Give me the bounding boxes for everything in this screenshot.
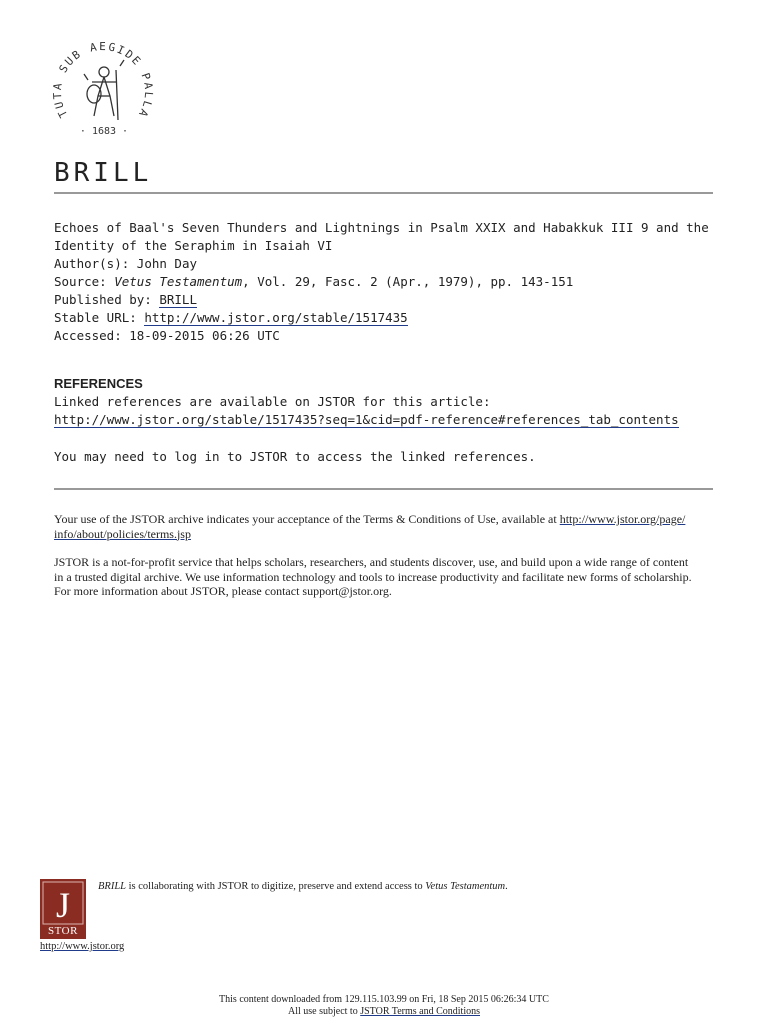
footer-terms-link[interactable]: JSTOR Terms and Conditions (360, 1006, 480, 1017)
collab-publisher: BRILL (98, 881, 127, 892)
authors-value: John Day (136, 256, 198, 271)
publisher-seal-logo (48, 30, 158, 142)
publisher-link[interactable]: BRILL (159, 292, 197, 307)
download-footer (0, 994, 768, 1018)
terms-link-part-1[interactable]: http://www.jstor.org/page/ (559, 512, 686, 526)
jstor-logo-letter: J (55, 885, 71, 925)
stable-url-row (54, 309, 714, 327)
footer-download-info: This content downloaded from 129.115.103.99 on Fri, 18 Sep 2015 06:26:34 UTC (219, 994, 549, 1005)
references-block (54, 393, 714, 429)
jstor-about (54, 555, 714, 599)
source-label: Source: (54, 274, 115, 289)
about-line-3: For more information about JSTOR, please contact support@jstor.org. (54, 584, 392, 598)
seal-motto: TUTA SUB AEGIDE PALLA (50, 39, 156, 121)
footer-terms-prefix: All use subject to (288, 1006, 361, 1017)
about-line-2: in a trusted digital archive. We use information technology and tools to increase productivity and facilitate new forms of scholarship. (54, 569, 692, 584)
authors-label: Author(s): (54, 256, 137, 271)
published-by-row (54, 291, 714, 309)
article-metadata (54, 219, 714, 345)
stable-url-label: Stable URL: (54, 310, 145, 325)
terms-notice (54, 512, 714, 541)
references-heading: REFERENCES (54, 376, 143, 391)
publisher-wordmark: BRILL (54, 158, 153, 188)
references-intro: Linked references are available on JSTOR for this article: (54, 394, 491, 409)
stable-url-link[interactable]: http://www.jstor.org/stable/1517435 (144, 310, 408, 325)
svg-text:TUTA SUB AEGIDE PALLAS (48, 30, 155, 121)
terms-link-part-2[interactable]: info/about/policies/terms.jsp (54, 526, 191, 541)
source-row (54, 273, 714, 291)
collab-text: is collaborating with JSTOR to digitize, preserve and extend access to (126, 881, 426, 892)
references-link[interactable]: http://www.jstor.org/stable/1517435?seq=1&cid=pdf-reference#references_tab_contents (54, 412, 679, 427)
collab-journal: Vetus Testamentum (425, 881, 506, 892)
article-title-line-2: Identity of the Seraphim in Isaiah VI (54, 238, 333, 253)
jstor-logo[interactable] (40, 879, 86, 939)
source-journal: Vetus Testamentum (114, 274, 243, 289)
login-note: You may need to log in to JSTOR to access the linked references. (54, 449, 536, 464)
footer-terms-line (0, 1006, 768, 1018)
jstor-logo-label: STOR (48, 925, 78, 937)
published-by-label: Published by: (54, 292, 160, 307)
authors-row (54, 255, 714, 273)
divider (54, 192, 713, 194)
source-details: , Vol. 29, Fasc. 2 (Apr., 1979), pp. 143-151 (242, 274, 574, 289)
collaboration-note (98, 881, 508, 892)
seal-year: · 1683 · (79, 126, 129, 137)
terms-text: Your use of the JSTOR archive indicates your acceptance of the Terms & Conditions of Use, available at (54, 512, 560, 526)
collab-end: . (505, 881, 508, 892)
about-line-1: JSTOR is a not-for-profit service that helps scholars, researchers, and students discover, use, and build upon a wide range of content (54, 555, 689, 569)
jstor-home-link[interactable]: http://www.jstor.org (40, 941, 125, 952)
accessed-row: Accessed: 18-09-2015 06:26 UTC (54, 328, 280, 343)
divider (54, 488, 713, 490)
article-title-line-1: Echoes of Baal's Seven Thunders and Lightnings in Psalm XXIX and Habakkuk III 9 and the (54, 220, 709, 235)
